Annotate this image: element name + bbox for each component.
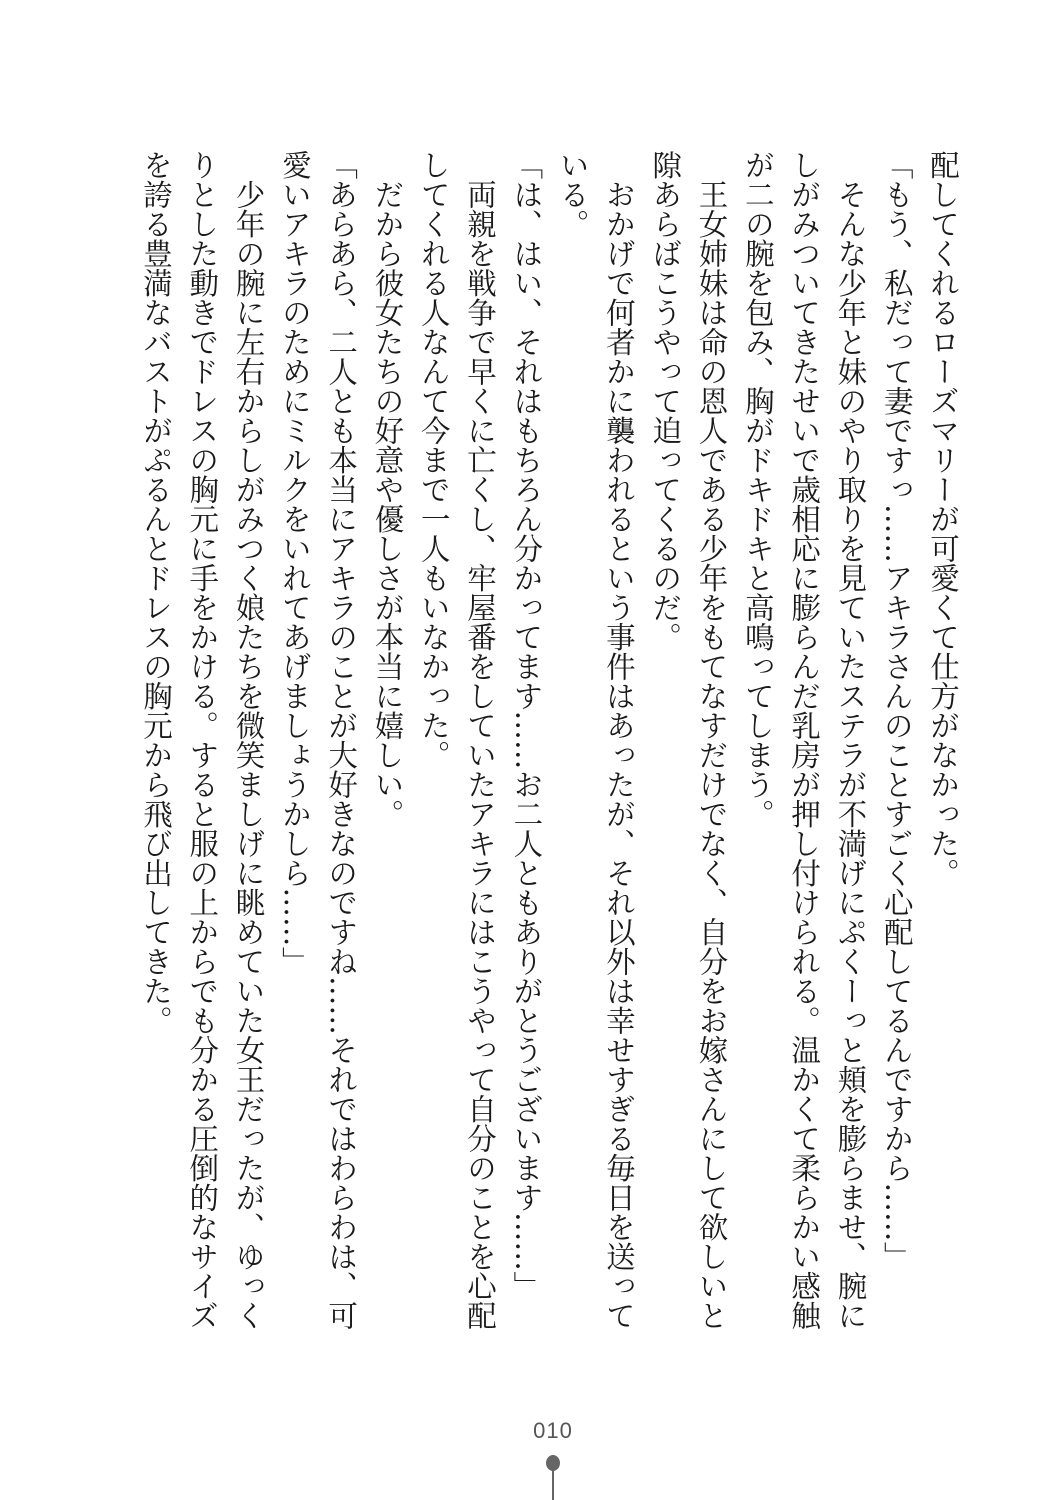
text-column: りとした動きでドレスの胸元に手をかける。すると服の上からでも分かる圧倒的なサイズ — [185, 150, 220, 1330]
text-column: 愛いアキラのためにミルクをいれてあげましょうかしら……」 — [277, 150, 312, 976]
text-column: 「あらあら、二人とも本当にアキラのことが大好きなのですね……それではわらわは、可 — [324, 150, 359, 1330]
text-column: 少年の腕に左右からしがみつく娘たちを微笑ましげに眺めていた女王だったが、ゆっく — [231, 150, 266, 1330]
text-column: おかげで何者かに襲われるという事件はあったが、それ以外は幸せすぎる毎日を送って — [601, 150, 636, 1330]
text-column: 王女姉妹は命の恩人である少年をもてなすだけでなく、自分をお嫁さんにして欲しいと — [694, 150, 729, 1330]
text-column: 隙あらばこうやって迫ってくるのだ。 — [648, 150, 683, 652]
text-column: いる。 — [555, 150, 590, 239]
text-column: だから彼女たちの好意や優しさが本当に嬉しい。 — [370, 150, 405, 829]
page-marker-line — [552, 1468, 554, 1500]
text-column: 「もう、私だって妻ですっ……アキラさんのことすごく心配してるんですから……」 — [879, 150, 914, 1271]
text-column: を誇る豊満なバストがぷるんとドレスの胸元から飛び出してきた。 — [138, 150, 173, 1035]
text-column: しがみついてきたせいで歳相応に膨らんだ乳房が押し付けられる。温かくて柔らかい感触 — [787, 150, 822, 1330]
text-column: 「は、はい、それはもちろん分かってます……お二人ともありがとうございます……」 — [509, 150, 544, 1301]
body-text — [133, 150, 966, 1350]
page-number: 010 — [533, 1418, 573, 1443]
text-column: してくれる人なんて今まで一人もいなかった。 — [416, 150, 451, 770]
text-column: 両親を戦争で早くに亡くし、牢屋番をしていたアキラにはこうやって自分のことを心配 — [463, 150, 498, 1330]
text-column: 配してくれるローズマリーが可愛くて仕方がなかった。 — [926, 150, 960, 888]
text-column: そんな少年と妹のやり取りを見ていたステラが不満げにぷくーっと頬を膨らませ、腕に — [833, 150, 868, 1330]
text-column: が二の腕を包み、胸がドキドキと高鳴ってしまう。 — [740, 150, 775, 829]
